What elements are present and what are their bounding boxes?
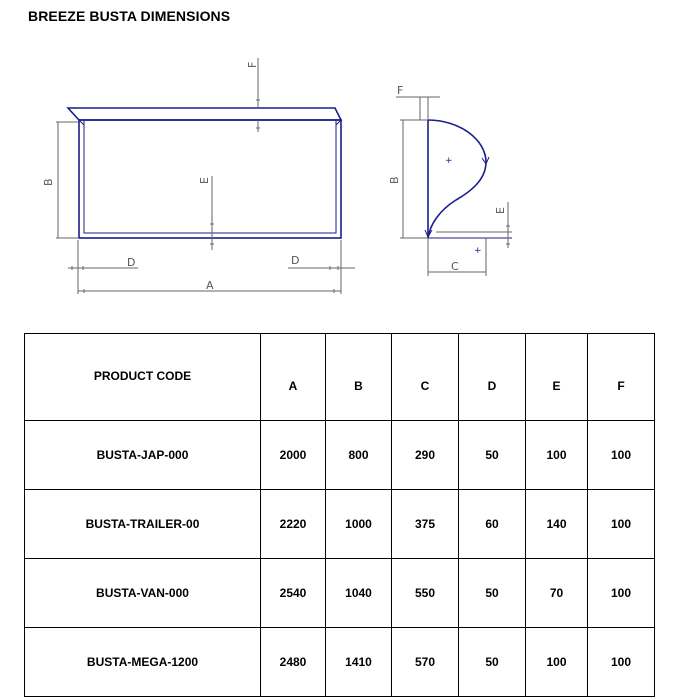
table-row [25, 628, 655, 697]
cell-b: 1040 [326, 559, 392, 628]
cell-b: 1410 [326, 628, 392, 697]
page-title: BREEZE BUSTA DIMENSIONS [28, 8, 231, 24]
header-f: F [588, 334, 655, 421]
svg-text:+: + [474, 246, 482, 256]
dimensions-table [24, 333, 655, 697]
side-profile-curve [428, 120, 486, 238]
cell-c: 570 [392, 628, 459, 697]
cell-c: 550 [392, 559, 459, 628]
front-label-b: B [42, 178, 55, 186]
cell-f: 100 [588, 490, 655, 559]
table-row [25, 421, 655, 490]
side-label-f: F [397, 84, 404, 97]
header-d: D [459, 334, 526, 421]
cell-c: 375 [392, 490, 459, 559]
side-view [388, 84, 512, 276]
front-label-a: A [206, 279, 214, 292]
cell-e: 100 [526, 421, 588, 490]
cell-product-code: BUSTA-MEGA-1200 [25, 628, 261, 697]
front-frame-inner [84, 120, 336, 233]
header-a: A [261, 334, 326, 421]
cell-a: 2000 [261, 421, 326, 490]
cell-a: 2480 [261, 628, 326, 697]
header-product-code: PRODUCT CODE [25, 334, 261, 421]
cell-a: 2220 [261, 490, 326, 559]
cell-f: 100 [588, 628, 655, 697]
svg-text:+: + [445, 156, 453, 166]
side-label-b: B [388, 176, 401, 184]
front-label-d-left: D [127, 256, 136, 269]
cell-f: 100 [588, 559, 655, 628]
dimension-drawing [0, 50, 682, 310]
table-row [25, 490, 655, 559]
header-b: B [326, 334, 392, 421]
cell-d: 50 [459, 421, 526, 490]
cell-b: 1000 [326, 490, 392, 559]
front-label-f: F [246, 61, 259, 68]
cell-d: 50 [459, 628, 526, 697]
cell-d: 60 [459, 490, 526, 559]
front-view [42, 58, 355, 294]
cell-e: 100 [526, 628, 588, 697]
side-label-e: E [494, 207, 507, 214]
cell-d: 50 [459, 559, 526, 628]
cell-product-code: BUSTA-VAN-000 [25, 559, 261, 628]
front-label-d-right: D [291, 254, 300, 267]
cell-e: 70 [526, 559, 588, 628]
header-c: C [392, 334, 459, 421]
cell-a: 2540 [261, 559, 326, 628]
cell-product-code: BUSTA-TRAILER-00 [25, 490, 261, 559]
front-label-e: E [198, 177, 211, 184]
table-row [25, 559, 655, 628]
cell-product-code: BUSTA-JAP-000 [25, 421, 261, 490]
cell-c: 290 [392, 421, 459, 490]
cell-b: 800 [326, 421, 392, 490]
cell-f: 100 [588, 421, 655, 490]
cell-e: 140 [526, 490, 588, 559]
front-top-lip [68, 108, 341, 120]
table-header-row [25, 334, 655, 421]
header-e: E [526, 334, 588, 421]
side-label-c: C [451, 260, 459, 273]
